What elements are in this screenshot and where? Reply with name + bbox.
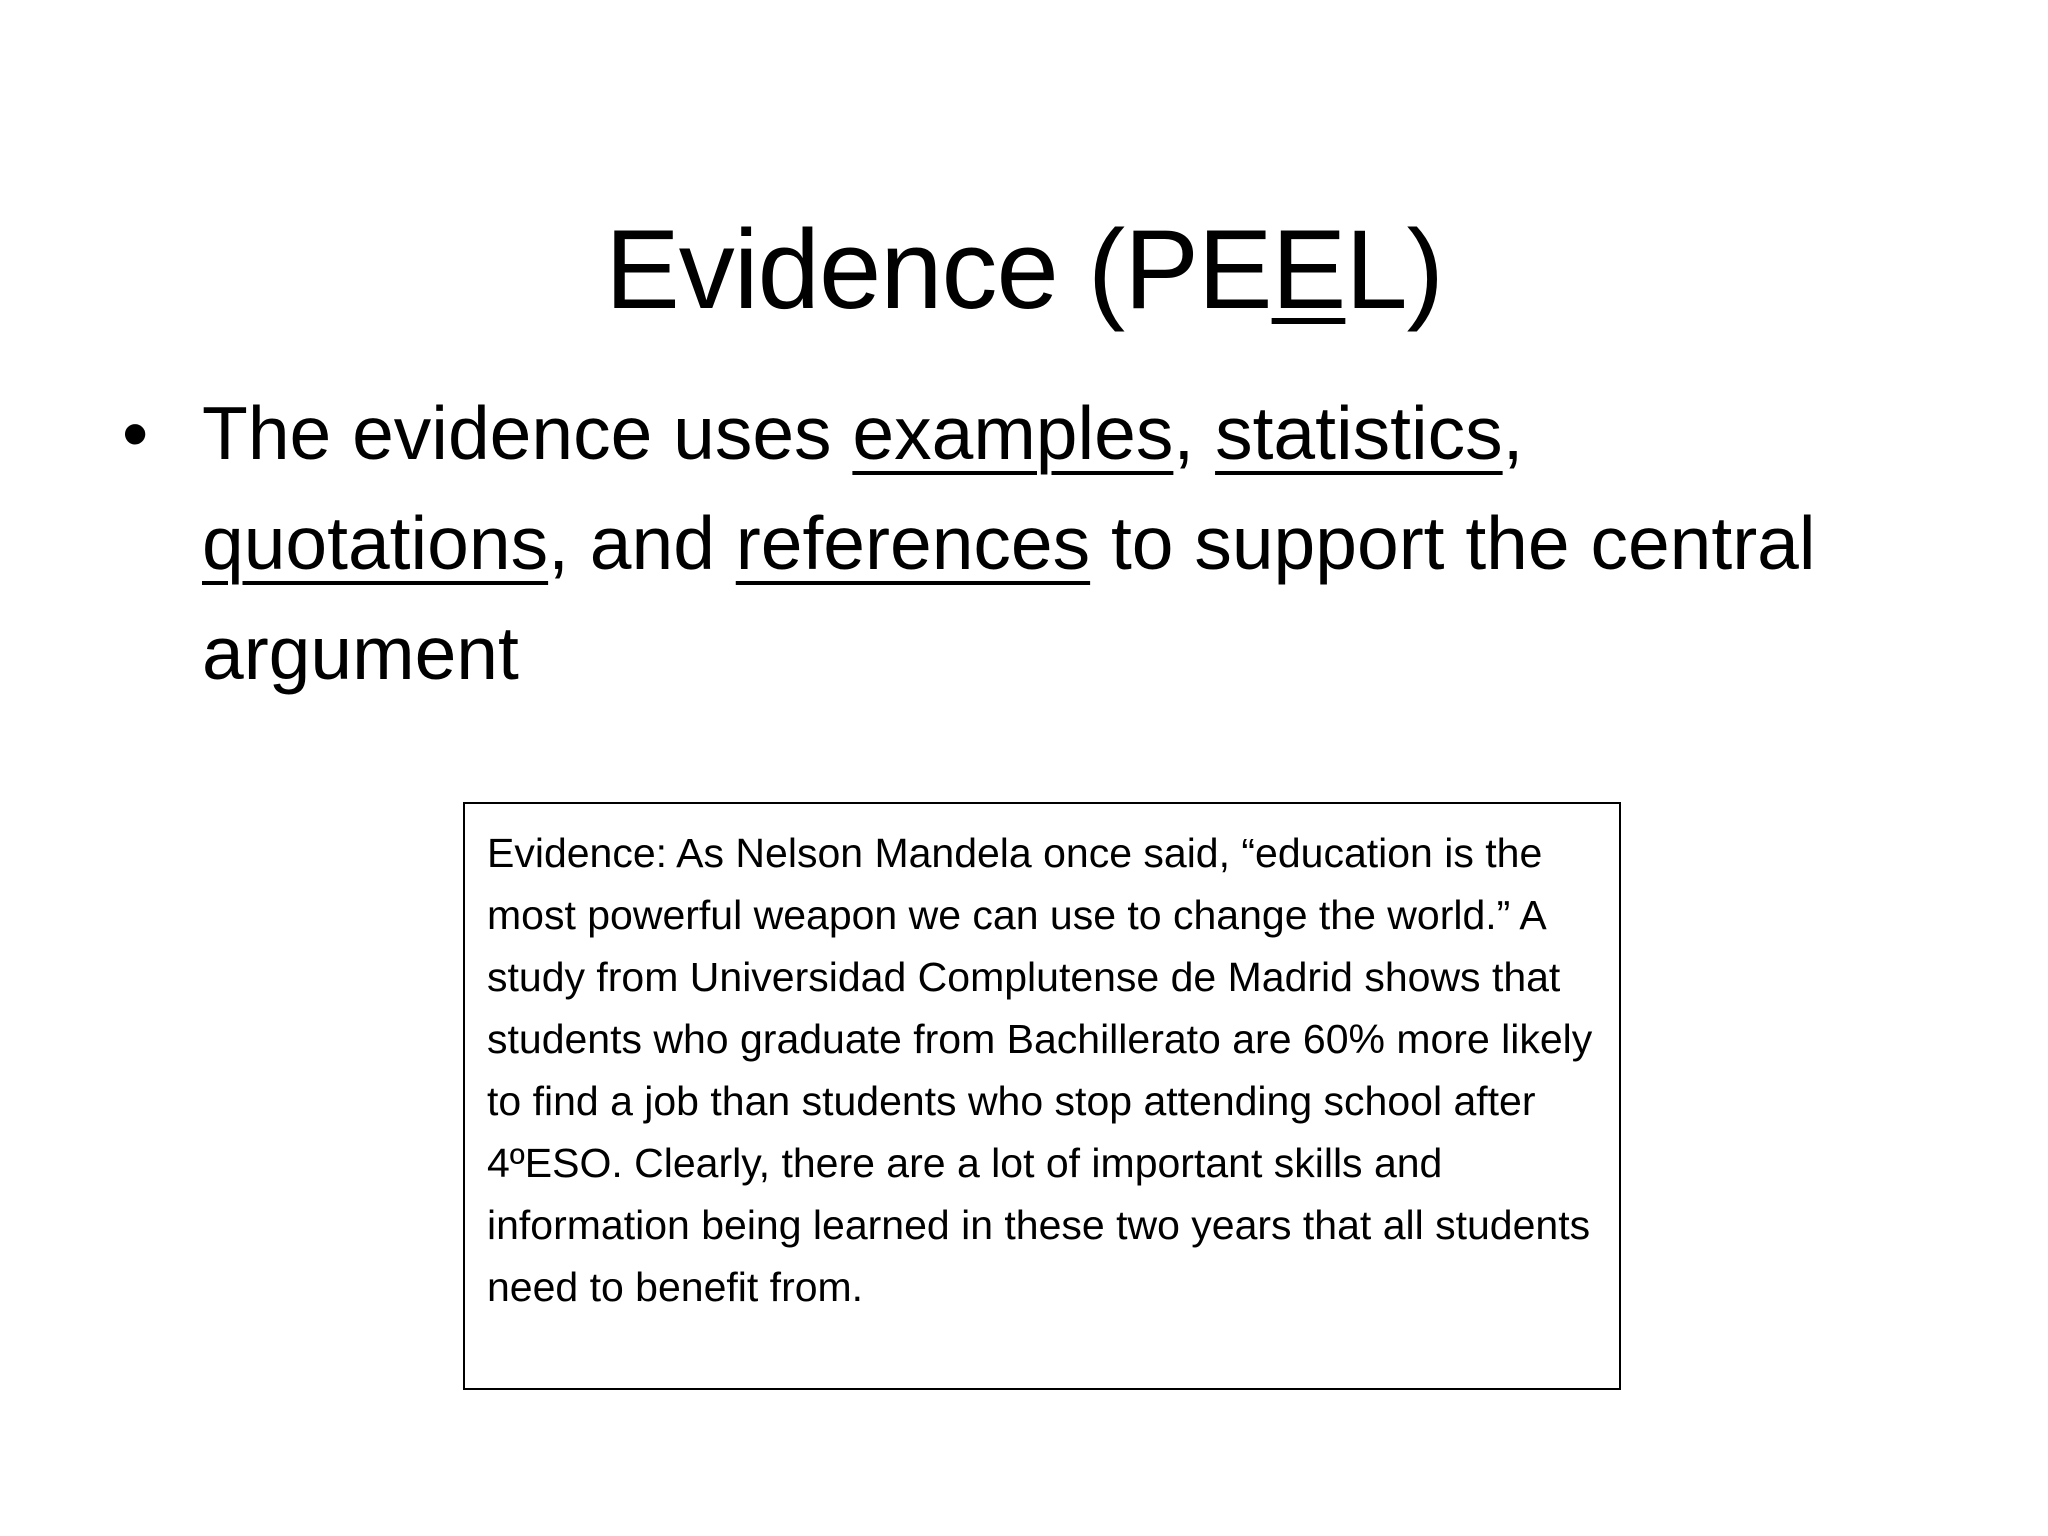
keyword-statistics: statistics — [1215, 391, 1503, 475]
bullet-text-5: to support the central argument — [202, 501, 1816, 695]
bullet-text-1: The evidence uses — [202, 391, 853, 475]
slide-title — [0, 205, 2048, 335]
bullet-list — [122, 378, 1902, 708]
bullet-marker: • — [122, 391, 149, 475]
bullet-item — [122, 378, 1902, 708]
bullet-text-4: , and — [548, 501, 736, 585]
title-suffix: L) — [1345, 207, 1443, 333]
keyword-quotations: quotations — [202, 501, 549, 585]
evidence-text-box — [463, 802, 1621, 1390]
bullet-text-2: , — [1173, 391, 1216, 475]
title-underlined-letter: E — [1271, 207, 1346, 333]
evidence-text: Evidence: As Nelson Mandela once said, “education is the most powerful weapon we can use to change the world.” A study from Universidad Complutense de Madrid shows that students who graduate from Bachillerato are 60% more likely to find a job than students who stop attending school after 4ºESO. Clearly, there are a lot of important skills and information being learned in these two years that all students need to benefit from. — [487, 830, 1593, 1310]
title-prefix: Evidence (PE — [605, 207, 1272, 333]
keyword-references: references — [735, 501, 1091, 585]
keyword-examples: examples — [852, 391, 1174, 475]
bullet-text-3: , — [1502, 391, 1524, 475]
